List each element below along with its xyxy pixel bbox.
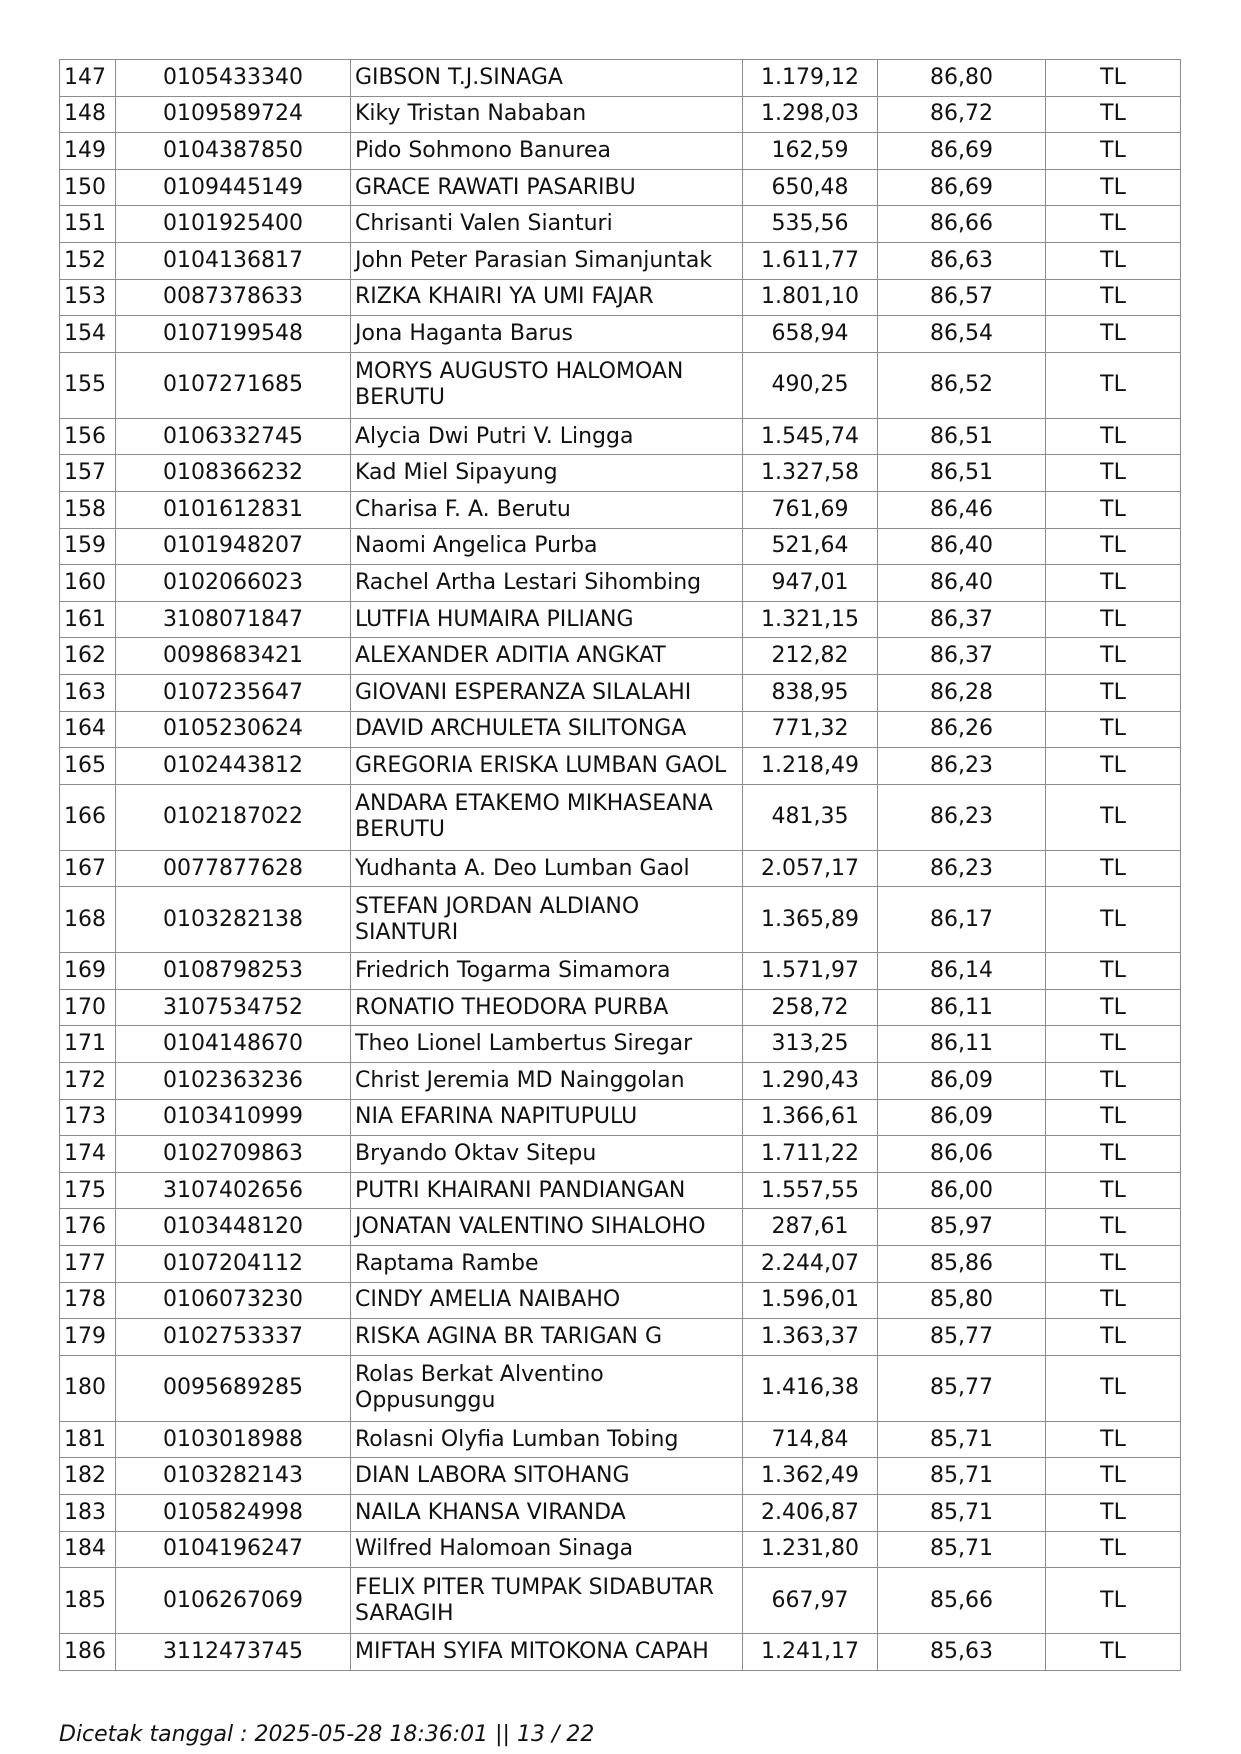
row-number: 159 bbox=[60, 528, 116, 565]
registration-number: 0105824998 bbox=[116, 1495, 351, 1532]
registration-number: 3107534752 bbox=[116, 989, 351, 1026]
status-cell: TL bbox=[1046, 352, 1181, 418]
registration-number: 0101925400 bbox=[116, 206, 351, 243]
value-cell: 1.363,37 bbox=[743, 1319, 878, 1356]
score-cell: 86,40 bbox=[878, 565, 1046, 602]
table-row bbox=[60, 638, 1181, 675]
status-cell: TL bbox=[1046, 953, 1181, 990]
status-cell: TL bbox=[1046, 1099, 1181, 1136]
registration-number: 0102753337 bbox=[116, 1319, 351, 1356]
table-row bbox=[60, 850, 1181, 887]
table-row bbox=[60, 1458, 1181, 1495]
row-number: 185 bbox=[60, 1568, 116, 1634]
table-row bbox=[60, 491, 1181, 528]
student-name: GIBSON T.J.SINAGA bbox=[351, 60, 743, 97]
registration-number: 0104148670 bbox=[116, 1026, 351, 1063]
score-cell: 86,63 bbox=[878, 242, 1046, 279]
status-cell: TL bbox=[1046, 1495, 1181, 1532]
row-number: 178 bbox=[60, 1282, 116, 1319]
status-cell: TL bbox=[1046, 1458, 1181, 1495]
student-name: Wilfred Halomoan Sinaga bbox=[351, 1531, 743, 1568]
student-name: Chrisanti Valen Sianturi bbox=[351, 206, 743, 243]
value-cell: 771,32 bbox=[743, 711, 878, 748]
registration-number: 0108798253 bbox=[116, 953, 351, 990]
value-cell: 2.406,87 bbox=[743, 1495, 878, 1532]
row-number: 147 bbox=[60, 60, 116, 97]
row-number: 176 bbox=[60, 1209, 116, 1246]
value-cell: 287,61 bbox=[743, 1209, 878, 1246]
student-name: Alycia Dwi Putri V. Lingga bbox=[351, 418, 743, 455]
status-cell: TL bbox=[1046, 1319, 1181, 1356]
registration-number: 0104387850 bbox=[116, 133, 351, 170]
student-name: DAVID ARCHULETA SILITONGA bbox=[351, 711, 743, 748]
score-cell: 86,23 bbox=[878, 748, 1046, 785]
student-name: FELIX PITER TUMPAK SIDABUTAR SARAGIH bbox=[351, 1568, 743, 1634]
status-cell: TL bbox=[1046, 418, 1181, 455]
table-row bbox=[60, 242, 1181, 279]
table-row bbox=[60, 1495, 1181, 1532]
registration-number: 0104196247 bbox=[116, 1531, 351, 1568]
table-row bbox=[60, 1421, 1181, 1458]
table-row bbox=[60, 1246, 1181, 1283]
row-number: 169 bbox=[60, 953, 116, 990]
score-cell: 86,37 bbox=[878, 601, 1046, 638]
registration-number: 0087378633 bbox=[116, 279, 351, 316]
value-cell: 1.711,22 bbox=[743, 1136, 878, 1173]
status-cell: TL bbox=[1046, 565, 1181, 602]
registration-number: 0109589724 bbox=[116, 96, 351, 133]
table-row bbox=[60, 1209, 1181, 1246]
status-cell: TL bbox=[1046, 784, 1181, 850]
student-name: NIA EFARINA NAPITUPULU bbox=[351, 1099, 743, 1136]
value-cell: 1.290,43 bbox=[743, 1063, 878, 1100]
status-cell: TL bbox=[1046, 989, 1181, 1026]
score-cell: 86,09 bbox=[878, 1099, 1046, 1136]
value-cell: 1.557,55 bbox=[743, 1172, 878, 1209]
student-name: Kiky Tristan Nababan bbox=[351, 96, 743, 133]
registration-number: 0102187022 bbox=[116, 784, 351, 850]
row-number: 186 bbox=[60, 1634, 116, 1671]
student-name: CINDY AMELIA NAIBAHO bbox=[351, 1282, 743, 1319]
table-row bbox=[60, 60, 1181, 97]
row-number: 171 bbox=[60, 1026, 116, 1063]
registration-number: 0106332745 bbox=[116, 418, 351, 455]
row-number: 182 bbox=[60, 1458, 116, 1495]
student-name: Bryando Oktav Sitepu bbox=[351, 1136, 743, 1173]
score-cell: 85,71 bbox=[878, 1458, 1046, 1495]
registration-number: 0101948207 bbox=[116, 528, 351, 565]
score-cell: 86,17 bbox=[878, 887, 1046, 953]
table-row bbox=[60, 206, 1181, 243]
score-cell: 85,77 bbox=[878, 1355, 1046, 1421]
status-cell: TL bbox=[1046, 1172, 1181, 1209]
table-row bbox=[60, 748, 1181, 785]
value-cell: 313,25 bbox=[743, 1026, 878, 1063]
row-number: 174 bbox=[60, 1136, 116, 1173]
registration-number: 0102066023 bbox=[116, 565, 351, 602]
score-cell: 86,09 bbox=[878, 1063, 1046, 1100]
table-row bbox=[60, 989, 1181, 1026]
value-cell: 1.416,38 bbox=[743, 1355, 878, 1421]
student-name: GIOVANI ESPERANZA SILALAHI bbox=[351, 674, 743, 711]
table-row bbox=[60, 1634, 1181, 1671]
registration-number: 0103282138 bbox=[116, 887, 351, 953]
table-row bbox=[60, 1172, 1181, 1209]
score-cell: 86,23 bbox=[878, 784, 1046, 850]
status-cell: TL bbox=[1046, 711, 1181, 748]
value-cell: 1.231,80 bbox=[743, 1531, 878, 1568]
registration-number: 0102709863 bbox=[116, 1136, 351, 1173]
score-cell: 86,80 bbox=[878, 60, 1046, 97]
table-row bbox=[60, 953, 1181, 990]
row-number: 183 bbox=[60, 1495, 116, 1532]
status-cell: TL bbox=[1046, 1421, 1181, 1458]
student-name: MORYS AUGUSTO HALOMOAN BERUTU bbox=[351, 352, 743, 418]
score-cell: 85,86 bbox=[878, 1246, 1046, 1283]
row-number: 158 bbox=[60, 491, 116, 528]
score-cell: 85,66 bbox=[878, 1568, 1046, 1634]
table-row bbox=[60, 711, 1181, 748]
row-number: 151 bbox=[60, 206, 116, 243]
score-cell: 86,11 bbox=[878, 989, 1046, 1026]
registration-number: 3108071847 bbox=[116, 601, 351, 638]
registration-number: 0103282143 bbox=[116, 1458, 351, 1495]
registration-number: 0108366232 bbox=[116, 455, 351, 492]
student-name: Friedrich Togarma Simamora bbox=[351, 953, 743, 990]
score-cell: 86,66 bbox=[878, 206, 1046, 243]
registration-number: 0107271685 bbox=[116, 352, 351, 418]
row-number: 173 bbox=[60, 1099, 116, 1136]
row-number: 157 bbox=[60, 455, 116, 492]
table-row bbox=[60, 1568, 1181, 1634]
value-cell: 212,82 bbox=[743, 638, 878, 675]
row-number: 153 bbox=[60, 279, 116, 316]
student-name: Rachel Artha Lestari Sihombing bbox=[351, 565, 743, 602]
registration-number: 0104136817 bbox=[116, 242, 351, 279]
row-number: 154 bbox=[60, 316, 116, 353]
value-cell: 481,35 bbox=[743, 784, 878, 850]
status-cell: TL bbox=[1046, 1634, 1181, 1671]
table-row bbox=[60, 1355, 1181, 1421]
student-name: GREGORIA ERISKA LUMBAN GAOL bbox=[351, 748, 743, 785]
table-row bbox=[60, 455, 1181, 492]
table-row bbox=[60, 1319, 1181, 1356]
row-number: 172 bbox=[60, 1063, 116, 1100]
student-name: GRACE RAWATI PASARIBU bbox=[351, 169, 743, 206]
score-cell: 86,69 bbox=[878, 169, 1046, 206]
table-row bbox=[60, 1136, 1181, 1173]
value-cell: 490,25 bbox=[743, 352, 878, 418]
row-number: 180 bbox=[60, 1355, 116, 1421]
row-number: 179 bbox=[60, 1319, 116, 1356]
student-name: Kad Miel Sipayung bbox=[351, 455, 743, 492]
registration-number: 0098683421 bbox=[116, 638, 351, 675]
table-row bbox=[60, 887, 1181, 953]
value-cell: 650,48 bbox=[743, 169, 878, 206]
registration-number: 0105230624 bbox=[116, 711, 351, 748]
row-number: 168 bbox=[60, 887, 116, 953]
value-cell: 714,84 bbox=[743, 1421, 878, 1458]
value-cell: 1.241,17 bbox=[743, 1634, 878, 1671]
score-cell: 86,37 bbox=[878, 638, 1046, 675]
student-name: Yudhanta A. Deo Lumban Gaol bbox=[351, 850, 743, 887]
value-cell: 1.298,03 bbox=[743, 96, 878, 133]
row-number: 161 bbox=[60, 601, 116, 638]
value-cell: 2.244,07 bbox=[743, 1246, 878, 1283]
registration-number: 3112473745 bbox=[116, 1634, 351, 1671]
score-cell: 86,69 bbox=[878, 133, 1046, 170]
score-cell: 86,11 bbox=[878, 1026, 1046, 1063]
registration-number: 0107199548 bbox=[116, 316, 351, 353]
status-cell: TL bbox=[1046, 1209, 1181, 1246]
registration-number: 0102443812 bbox=[116, 748, 351, 785]
student-name: RIZKA KHAIRI YA UMI FAJAR bbox=[351, 279, 743, 316]
table-row bbox=[60, 1099, 1181, 1136]
score-cell: 86,57 bbox=[878, 279, 1046, 316]
row-number: 184 bbox=[60, 1531, 116, 1568]
registration-number: 0077877628 bbox=[116, 850, 351, 887]
row-number: 155 bbox=[60, 352, 116, 418]
value-cell: 162,59 bbox=[743, 133, 878, 170]
row-number: 156 bbox=[60, 418, 116, 455]
status-cell: TL bbox=[1046, 1531, 1181, 1568]
table-row bbox=[60, 1026, 1181, 1063]
status-cell: TL bbox=[1046, 748, 1181, 785]
value-cell: 761,69 bbox=[743, 491, 878, 528]
row-number: 170 bbox=[60, 989, 116, 1026]
table-row bbox=[60, 279, 1181, 316]
value-cell: 535,56 bbox=[743, 206, 878, 243]
student-name: MIFTAH SYIFA MITOKONA CAPAH bbox=[351, 1634, 743, 1671]
table-row bbox=[60, 1282, 1181, 1319]
table-row bbox=[60, 169, 1181, 206]
score-cell: 85,80 bbox=[878, 1282, 1046, 1319]
score-cell: 85,97 bbox=[878, 1209, 1046, 1246]
student-name: RISKA AGINA BR TARIGAN G bbox=[351, 1319, 743, 1356]
status-cell: TL bbox=[1046, 601, 1181, 638]
row-number: 166 bbox=[60, 784, 116, 850]
row-number: 163 bbox=[60, 674, 116, 711]
status-cell: TL bbox=[1046, 638, 1181, 675]
status-cell: TL bbox=[1046, 1282, 1181, 1319]
student-name: Naomi Angelica Purba bbox=[351, 528, 743, 565]
registration-number: 0095689285 bbox=[116, 1355, 351, 1421]
value-cell: 1.571,97 bbox=[743, 953, 878, 990]
status-cell: TL bbox=[1046, 491, 1181, 528]
value-cell: 258,72 bbox=[743, 989, 878, 1026]
table-row bbox=[60, 96, 1181, 133]
table-row bbox=[60, 133, 1181, 170]
score-cell: 86,00 bbox=[878, 1172, 1046, 1209]
student-name: Pido Sohmono Banurea bbox=[351, 133, 743, 170]
registration-number: 0103410999 bbox=[116, 1099, 351, 1136]
results-table-body bbox=[60, 60, 1181, 1671]
row-number: 175 bbox=[60, 1172, 116, 1209]
student-name: ANDARA ETAKEMO MIKHASEANA BERUTU bbox=[351, 784, 743, 850]
score-cell: 86,72 bbox=[878, 96, 1046, 133]
status-cell: TL bbox=[1046, 1026, 1181, 1063]
row-number: 152 bbox=[60, 242, 116, 279]
student-name: DIAN LABORA SITOHANG bbox=[351, 1458, 743, 1495]
table-row bbox=[60, 316, 1181, 353]
score-cell: 86,51 bbox=[878, 418, 1046, 455]
value-cell: 1.611,77 bbox=[743, 242, 878, 279]
score-cell: 86,14 bbox=[878, 953, 1046, 990]
value-cell: 1.801,10 bbox=[743, 279, 878, 316]
row-number: 177 bbox=[60, 1246, 116, 1283]
status-cell: TL bbox=[1046, 1246, 1181, 1283]
table-row bbox=[60, 565, 1181, 602]
student-name: RONATIO THEODORA PURBA bbox=[351, 989, 743, 1026]
score-cell: 85,77 bbox=[878, 1319, 1046, 1356]
student-name: Theo Lionel Lambertus Siregar bbox=[351, 1026, 743, 1063]
score-cell: 85,63 bbox=[878, 1634, 1046, 1671]
student-name: PUTRI KHAIRANI PANDIANGAN bbox=[351, 1172, 743, 1209]
status-cell: TL bbox=[1046, 60, 1181, 97]
table-row bbox=[60, 528, 1181, 565]
score-cell: 86,40 bbox=[878, 528, 1046, 565]
status-cell: TL bbox=[1046, 169, 1181, 206]
table-row bbox=[60, 601, 1181, 638]
row-number: 150 bbox=[60, 169, 116, 206]
table-row bbox=[60, 418, 1181, 455]
status-cell: TL bbox=[1046, 1063, 1181, 1100]
status-cell: TL bbox=[1046, 279, 1181, 316]
status-cell: TL bbox=[1046, 242, 1181, 279]
status-cell: TL bbox=[1046, 887, 1181, 953]
student-name: ALEXANDER ADITIA ANGKAT bbox=[351, 638, 743, 675]
status-cell: TL bbox=[1046, 96, 1181, 133]
student-name: Raptama Rambe bbox=[351, 1246, 743, 1283]
score-cell: 86,28 bbox=[878, 674, 1046, 711]
student-name: Jona Haganta Barus bbox=[351, 316, 743, 353]
registration-number: 0109445149 bbox=[116, 169, 351, 206]
registration-number: 0101612831 bbox=[116, 491, 351, 528]
status-cell: TL bbox=[1046, 674, 1181, 711]
status-cell: TL bbox=[1046, 528, 1181, 565]
status-cell: TL bbox=[1046, 206, 1181, 243]
value-cell: 2.057,17 bbox=[743, 850, 878, 887]
score-cell: 86,51 bbox=[878, 455, 1046, 492]
status-cell: TL bbox=[1046, 1136, 1181, 1173]
registration-number: 3107402656 bbox=[116, 1172, 351, 1209]
status-cell: TL bbox=[1046, 850, 1181, 887]
student-name: STEFAN JORDAN ALDIANO SIANTURI bbox=[351, 887, 743, 953]
value-cell: 1.218,49 bbox=[743, 748, 878, 785]
print-footer: Dicetak tanggal : 2025-05-28 18:36:01 || 13 / 22 bbox=[59, 1722, 595, 1747]
value-cell: 1.366,61 bbox=[743, 1099, 878, 1136]
table-row bbox=[60, 1531, 1181, 1568]
registration-number: 0103448120 bbox=[116, 1209, 351, 1246]
row-number: 149 bbox=[60, 133, 116, 170]
value-cell: 658,94 bbox=[743, 316, 878, 353]
student-name: NAILA KHANSA VIRANDA bbox=[351, 1495, 743, 1532]
value-cell: 667,97 bbox=[743, 1568, 878, 1634]
score-cell: 86,46 bbox=[878, 491, 1046, 528]
score-cell: 86,52 bbox=[878, 352, 1046, 418]
row-number: 165 bbox=[60, 748, 116, 785]
value-cell: 1.362,49 bbox=[743, 1458, 878, 1495]
row-number: 167 bbox=[60, 850, 116, 887]
results-table bbox=[59, 59, 1181, 1671]
student-name: Christ Jeremia MD Nainggolan bbox=[351, 1063, 743, 1100]
value-cell: 1.327,58 bbox=[743, 455, 878, 492]
registration-number: 0105433340 bbox=[116, 60, 351, 97]
score-cell: 86,06 bbox=[878, 1136, 1046, 1173]
score-cell: 85,71 bbox=[878, 1421, 1046, 1458]
table-row bbox=[60, 784, 1181, 850]
status-cell: TL bbox=[1046, 1355, 1181, 1421]
value-cell: 1.365,89 bbox=[743, 887, 878, 953]
registration-number: 0107204112 bbox=[116, 1246, 351, 1283]
score-cell: 86,23 bbox=[878, 850, 1046, 887]
student-name: Rolas Berkat Alventino Oppusunggu bbox=[351, 1355, 743, 1421]
value-cell: 1.596,01 bbox=[743, 1282, 878, 1319]
registration-number: 0106267069 bbox=[116, 1568, 351, 1634]
student-name: JONATAN VALENTINO SIHALOHO bbox=[351, 1209, 743, 1246]
value-cell: 1.545,74 bbox=[743, 418, 878, 455]
table-row bbox=[60, 1063, 1181, 1100]
status-cell: TL bbox=[1046, 133, 1181, 170]
table-row bbox=[60, 352, 1181, 418]
registration-number: 0107235647 bbox=[116, 674, 351, 711]
student-name: Charisa F. A. Berutu bbox=[351, 491, 743, 528]
row-number: 148 bbox=[60, 96, 116, 133]
value-cell: 521,64 bbox=[743, 528, 878, 565]
status-cell: TL bbox=[1046, 1568, 1181, 1634]
score-cell: 86,54 bbox=[878, 316, 1046, 353]
row-number: 181 bbox=[60, 1421, 116, 1458]
student-name: John Peter Parasian Simanjuntak bbox=[351, 242, 743, 279]
row-number: 164 bbox=[60, 711, 116, 748]
registration-number: 0102363236 bbox=[116, 1063, 351, 1100]
table-row bbox=[60, 674, 1181, 711]
score-cell: 85,71 bbox=[878, 1531, 1046, 1568]
value-cell: 838,95 bbox=[743, 674, 878, 711]
status-cell: TL bbox=[1046, 455, 1181, 492]
row-number: 160 bbox=[60, 565, 116, 602]
score-cell: 85,71 bbox=[878, 1495, 1046, 1532]
student-name: LUTFIA HUMAIRA PILIANG bbox=[351, 601, 743, 638]
value-cell: 1.179,12 bbox=[743, 60, 878, 97]
value-cell: 1.321,15 bbox=[743, 601, 878, 638]
registration-number: 0106073230 bbox=[116, 1282, 351, 1319]
registration-number: 0103018988 bbox=[116, 1421, 351, 1458]
student-name: Rolasni Olyfia Lumban Tobing bbox=[351, 1421, 743, 1458]
status-cell: TL bbox=[1046, 316, 1181, 353]
row-number: 162 bbox=[60, 638, 116, 675]
score-cell: 86,26 bbox=[878, 711, 1046, 748]
value-cell: 947,01 bbox=[743, 565, 878, 602]
